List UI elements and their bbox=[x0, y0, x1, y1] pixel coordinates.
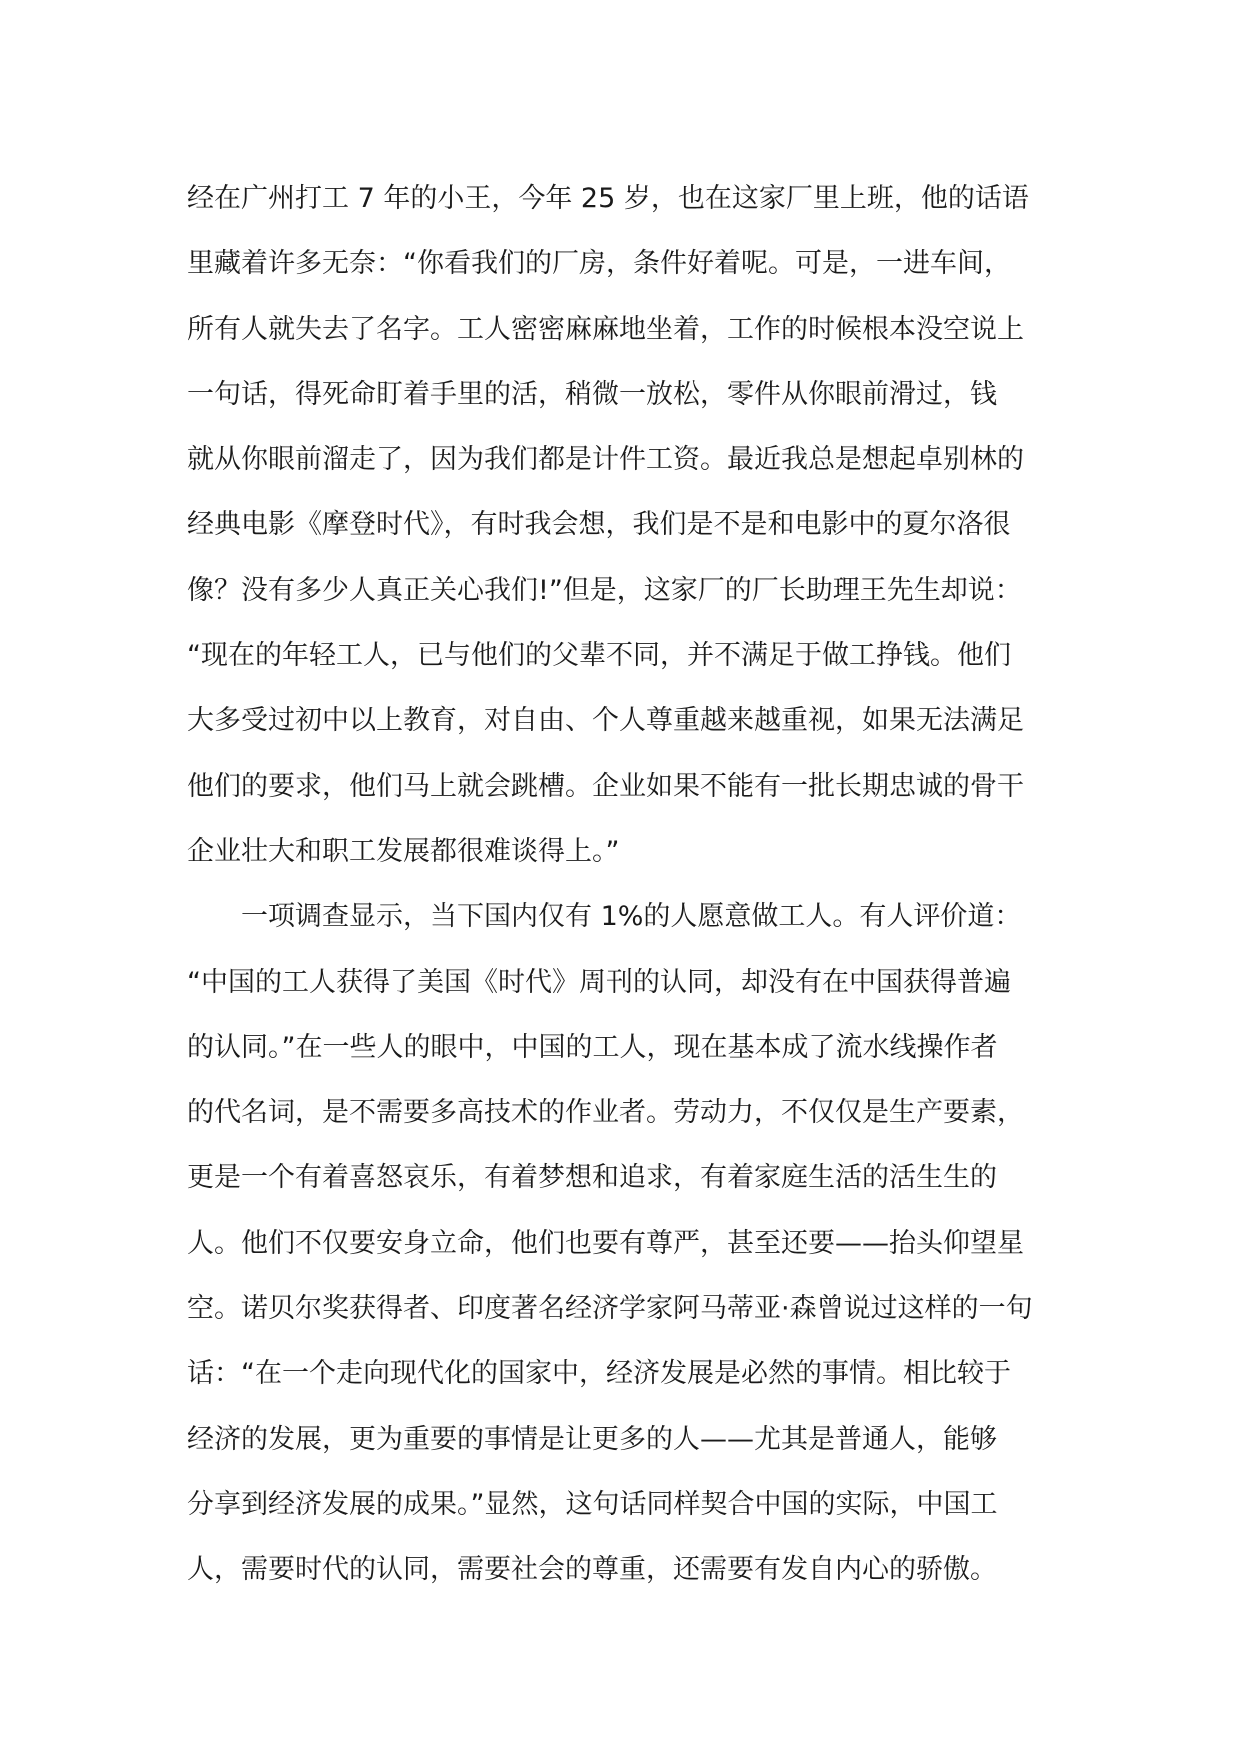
text-line: 大多受过初中以上教育，对自由、个人尊重越来越重视，如果无法满足 bbox=[187, 705, 1024, 737]
text-line: 更是一个有着喜怒哀乐，有着梦想和追求，有着家庭生活的活生生的 bbox=[187, 1162, 997, 1194]
text-line: 企业壮大和职工发展都很难谈得上。” bbox=[187, 835, 620, 867]
text-line: 里藏着许多无奈：“你看我们的厂房，条件好着呢。可是，一进车间， bbox=[187, 248, 1011, 280]
text-line: 话：“在一个走向现代化的国家中，经济发展是必然的事情。相比较于 bbox=[187, 1358, 1011, 1390]
text-line: 的代名词，是不需要多高技术的作业者。劳动力，不仅仅是生产要素， bbox=[187, 1097, 1024, 1129]
text-line: “现在的年轻工人，已与他们的父辈不同，并不满足于做工挣钱。他们 bbox=[187, 640, 1011, 672]
text-line: 经典电影《摩登时代》，有时我会想，我们是不是和电影中的夏尔洛很 bbox=[187, 509, 1011, 541]
text-line: 经在广州打工 7 年的小王，今年 25 岁，也在这家厂里上班，他的话语 bbox=[187, 183, 1029, 214]
text-line: 一句话，得死命盯着手里的活，稍微一放松，零件从你眼前滑过，钱 bbox=[187, 378, 997, 410]
text-line: “中国的工人获得了美国《时代》周刊的认同，却没有在中国获得普遍 bbox=[187, 966, 1011, 998]
text-line: 人，需要时代的认同，需要社会的尊重，还需要有发自内心的骄傲。 bbox=[187, 1554, 997, 1586]
text-line: 人。他们不仅要安身立命，他们也要有尊严，甚至还要——抬头仰望星 bbox=[187, 1227, 1024, 1259]
text-line: 一项调查显示，当下国内仅有 1%的人愿意做工人。有人评价道： bbox=[187, 901, 1022, 933]
text-line: 的认同。”在一些人的眼中，中国的工人，现在基本成了流水线操作者 bbox=[187, 1031, 998, 1063]
text-line: 经济的发展，更为重要的事情是让更多的人——尤其是普通人，能够 bbox=[187, 1423, 997, 1455]
text-line: 空。诺贝尔奖获得者、印度著名经济学家阿马蒂亚·森曾说过这样的一句 bbox=[187, 1293, 1033, 1325]
text-line: 就从你眼前溜走了，因为我们都是计件工资。最近我总是想起卓别林的 bbox=[187, 444, 1024, 476]
text-line: 分享到经济发展的成果。”显然，这句话同样契合中国的实际，中国工 bbox=[187, 1488, 998, 1520]
text-line: 所有人就失去了名字。工人密密麻麻地坐着，工作的时候根本没空说上 bbox=[187, 313, 1024, 345]
body-text bbox=[187, 166, 1067, 1603]
text-line: 像？没有多少人真正关心我们!”但是，这家厂的厂长助理王先生却说： bbox=[187, 574, 1022, 606]
text-line: 他们的要求，他们马上就会跳槽。企业如果不能有一批长期忠诚的骨干 bbox=[187, 770, 1024, 802]
